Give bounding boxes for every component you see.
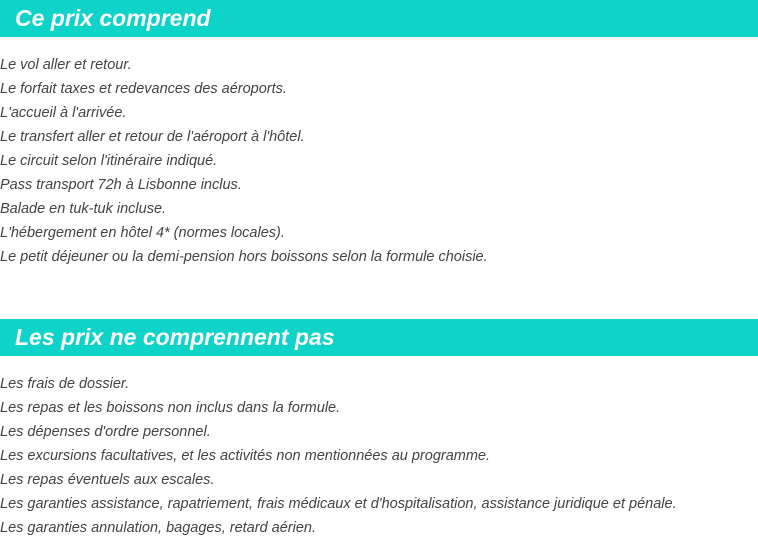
included-item: Pass transport 72h à Lisbonne inclus. bbox=[0, 177, 242, 193]
included-item: Balade en tuk-tuk incluse. bbox=[0, 201, 167, 217]
included-item: Le forfait taxes et redevances des aéroports. bbox=[0, 81, 287, 97]
excluded-item: Les dépenses d'ordre personnel. bbox=[0, 424, 211, 440]
excluded-item: Les frais de dossier. bbox=[0, 376, 130, 392]
included-section-title: Ce prix comprend bbox=[0, 0, 758, 37]
included-item: Le circuit selon l'itinéraire indiqué. bbox=[0, 153, 218, 169]
included-item: Le transfert aller et retour de l'aéroport à l'hôtel. bbox=[0, 129, 305, 145]
excluded-item: Les repas et les boissons non inclus dans la formule. bbox=[0, 400, 341, 416]
included-item: L'hébergement en hôtel 4* (normes locales). bbox=[0, 225, 285, 241]
excluded-items-list bbox=[0, 372, 677, 540]
included-item: Le petit déjeuner ou la demi-pension hors boissons selon la formule choisie. bbox=[0, 249, 488, 265]
included-item: L'accueil à l'arrivée. bbox=[0, 105, 127, 121]
included-item: Le vol aller et retour. bbox=[0, 57, 132, 73]
excluded-item: Les garanties assistance, rapatriement, frais médicaux et d'hospitalisation, assistance juridique et pénale. bbox=[0, 496, 677, 512]
excluded-item: Les repas éventuels aux escales. bbox=[0, 472, 215, 488]
excluded-section-title: Les prix ne comprennent pas bbox=[0, 319, 758, 356]
included-items-list bbox=[0, 53, 488, 269]
excluded-item: Les garanties annulation, bagages, retard aérien. bbox=[0, 520, 316, 536]
excluded-item: Les excursions facultatives, et les activités non mentionnées au programme. bbox=[0, 448, 491, 464]
